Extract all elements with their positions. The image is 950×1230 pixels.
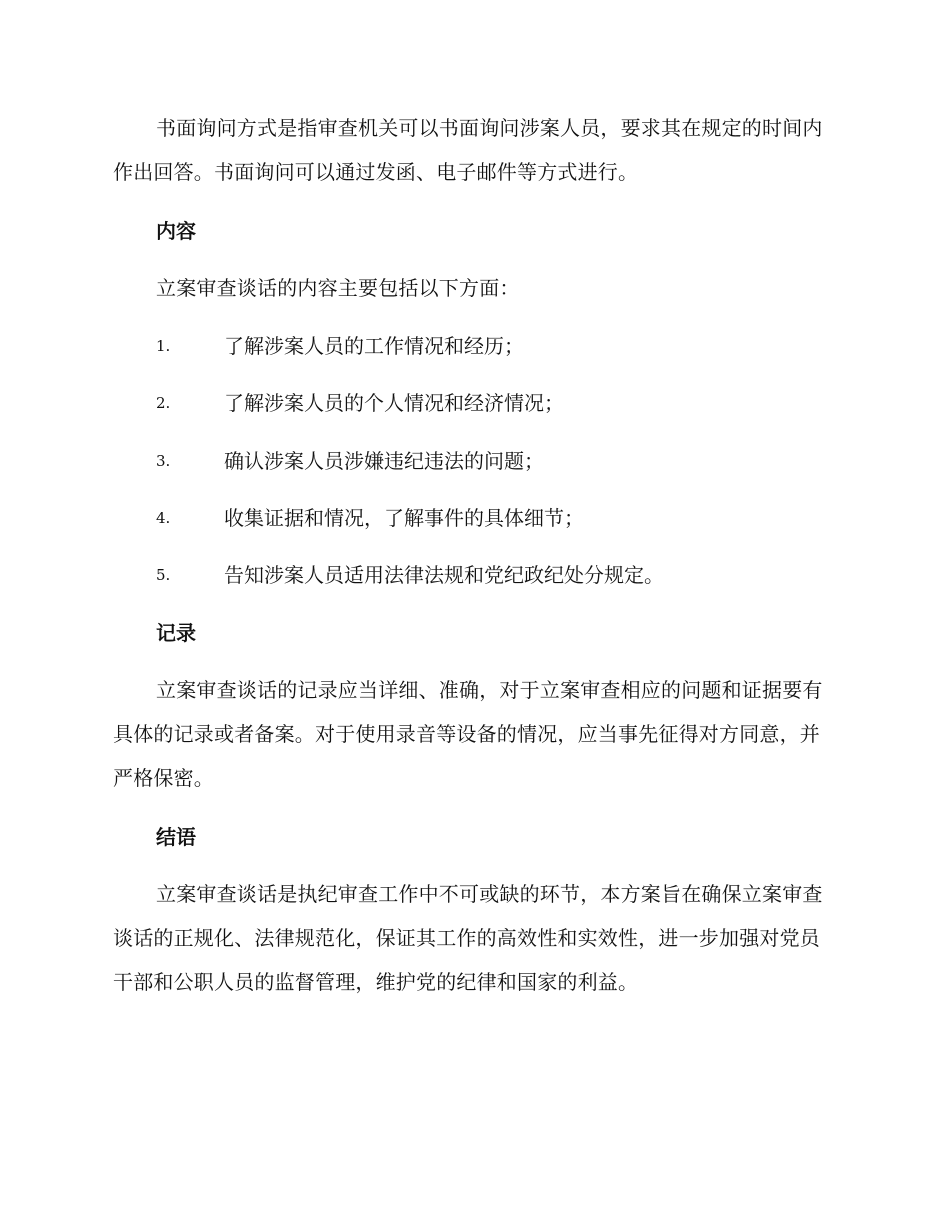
- list-item-text: 了解涉案人员的工作情况和经历；: [224, 334, 524, 358]
- list-item-text: 确认涉案人员涉嫌违纪违法的问题；: [224, 449, 544, 473]
- list-item-text: 了解涉案人员的个人情况和经济情况；: [224, 391, 564, 415]
- list-item-number: 2.: [156, 394, 171, 412]
- list-item: [156, 331, 836, 361]
- list-item-number: 4.: [156, 509, 171, 527]
- list-item: [156, 560, 836, 590]
- list-item: [156, 503, 836, 533]
- record-paragraph: 立案审查谈话的记录应当详细、准确，对于立案审查相应的问题和证据要有具体的记录或者备案。对于使用录音等设备的情况，应当事先征得对方同意，并严格保密。: [113, 678, 823, 790]
- list-item: [156, 388, 836, 418]
- list-item: [156, 446, 836, 476]
- list-item-number: 1.: [156, 337, 171, 355]
- intro-paragraph: 书面询问方式是指审查机关可以书面询问涉案人员，要求其在规定的时间内作出回答。书面询问可以通过发函、电子邮件等方式进行。: [113, 116, 823, 184]
- list-item-text: 告知涉案人员适用法律法规和党纪政纪处分规定。: [224, 563, 664, 587]
- list-item-number: 5.: [156, 566, 171, 584]
- content-lead: 立案审查谈话的内容主要包括以下方面：: [156, 276, 520, 300]
- conclusion-paragraph: 立案审查谈话是执纪审查工作中不可或缺的环节，本方案旨在确保立案审查谈话的正规化、法律规范化，保证其工作的高效性和实效性，进一步加强对党员干部和公职人员的监督管理，维护党的纪律和国家的利益。: [113, 882, 823, 994]
- conclusion-heading: 结语: [156, 825, 196, 849]
- record-heading: 记录: [156, 621, 196, 645]
- content-heading: 内容: [156, 219, 196, 243]
- list-item-text: 收集证据和情况，了解事件的具体细节；: [224, 506, 584, 530]
- list-item-number: 3.: [156, 452, 171, 470]
